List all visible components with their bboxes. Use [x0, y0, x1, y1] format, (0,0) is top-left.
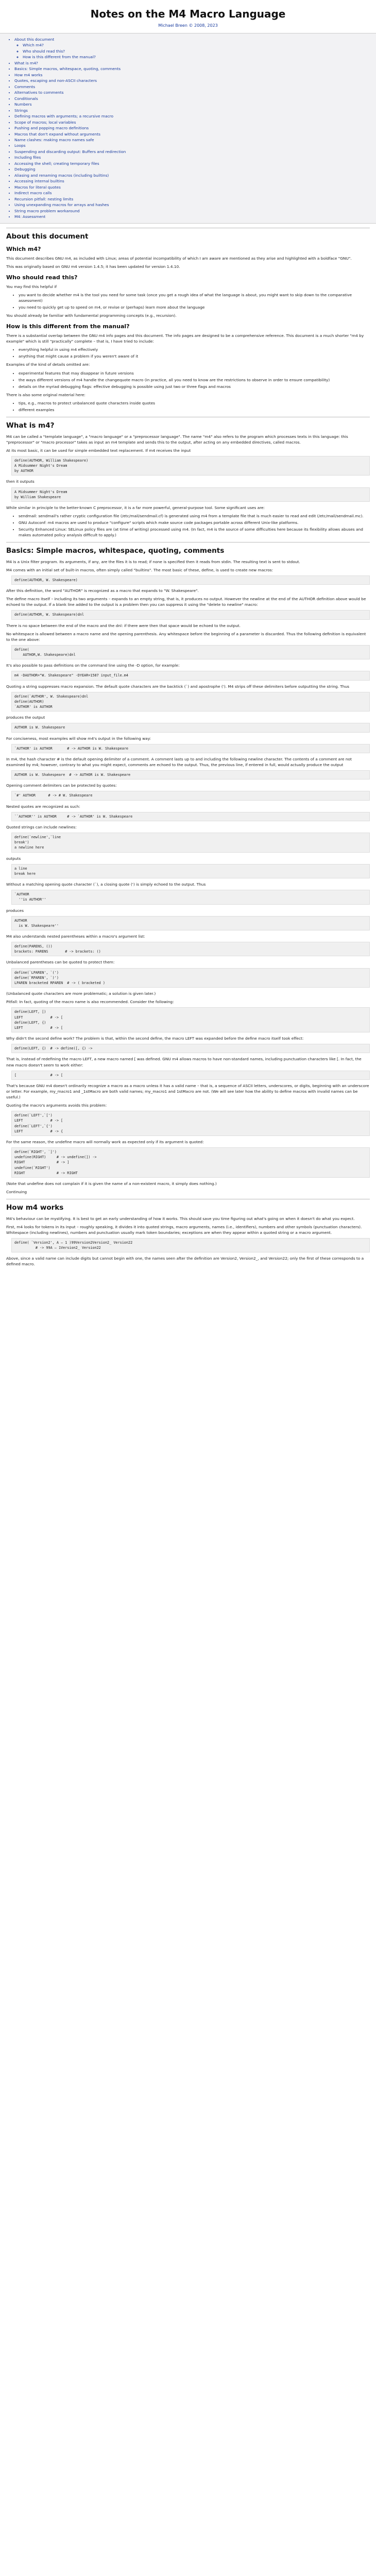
section-basics-heading: Basics: Simple macros, whitespace, quoting, comments: [6, 542, 370, 556]
toc-subitem[interactable]: ◦ Who should read this?: [23, 48, 369, 54]
toc-item[interactable]: [14, 131, 369, 137]
who-note: You should already be familiar with fundamental programming concepts (e.g., recursion).: [6, 313, 177, 318]
basics-text: In m4, the hash character # is the default opening delimiter of a comment. A comment lasts up to and including the following newline character. The contents of a comment are not examined by m4; however, contrary to what you might expect, comments are echoed to the output. Thus, the previous line, if entered in full, would actually produce the output: [6, 756, 352, 767]
basics-text: For the same reason, the undefine macro will normally work as expected only if its argument is quoted:: [6, 1140, 204, 1144]
toc-link[interactable]: Macros that don't expand without arguments: [14, 131, 100, 137]
toc-link[interactable]: Macros for literal quotes: [14, 184, 61, 190]
how-text: Above, since a valid name can include digits but cannot begin with one, the names seen after the definition are Version2, Version2_, and Version22; only the first of these corresponds to a defined macro.: [6, 1256, 364, 1267]
toc-subitem[interactable]: ◦ Which m4?: [23, 42, 369, 48]
toc-link[interactable]: Strings: [14, 108, 28, 113]
code-block: ``AUTHOR'' is AUTHOR # -> `AUTHOR' is W. Shakespeare: [11, 812, 370, 821]
toc-item[interactable]: [14, 125, 369, 131]
basics-text: Pitfall: In fact, quoting of the macro name is also recommended. Consider the following:: [6, 999, 174, 1005]
section-what-heading: What is m4?: [6, 417, 370, 431]
basics-text: For conciseness, most examples will show m4's output in the following way:: [6, 736, 151, 741]
toc-item[interactable]: [14, 137, 369, 143]
toc-list: [7, 37, 369, 220]
basics-text: outputs: [6, 856, 21, 861]
code-block: define(AUTHOR, William Shakespeare) A Midsummer Night's Dream by AUTHOR: [11, 456, 370, 476]
diff-manual-heading: How is this different from the manual?: [6, 323, 130, 330]
toc-link[interactable]: Alternatives to comments: [14, 90, 64, 95]
basics-text: (Unbalanced quote characters are more problematic; a solution is given later.): [6, 991, 156, 996]
toc-item[interactable]: [14, 84, 369, 90]
basics-text: After this definition, the word "AUTHOR" is recognized as a macro that expands to "W. Shakespeare".: [6, 588, 199, 594]
toc-link[interactable]: Recursion pitfall: nesting limits: [14, 196, 74, 201]
diff-text: There is a substantial overlap between the GNU m4 info pages and this document. The info pages are designed to be a comprehensive reference. This document is a much shorter "m4 by example" which is still "practically" complete – that is, I have tried to include:: [6, 333, 364, 344]
basics-text: Quoting the macro's arguments avoids this problem:: [6, 1103, 107, 1108]
toc-item[interactable]: [14, 72, 369, 78]
basics-text: That's because GNU m4 doesn't ordinarily recognize a macro as a macro unless it has a valid name – that is, a sequence of ASCII letters, underscores, or digits, beginning with an underscore or letter. For example, my_macro1 and _1stMacro are both valid names; my_macro1 and 1stMacro are not. (We will see later how the ability to define macros with invalid names can be useful.): [6, 1083, 369, 1100]
code-block: define(AUTHOR, W. Shakespeare): [11, 575, 370, 585]
toc-link[interactable]: Defining macros with arguments; a recursive macro: [14, 114, 114, 119]
toc-link[interactable]: Indirect macro calls: [14, 191, 52, 196]
section-how-heading: How m4 works: [6, 1199, 370, 1213]
basics-text: Without a matching opening quote character (`), a closing quote (') is simply echoed to the output. Thus: [6, 882, 206, 887]
toc-item[interactable]: [14, 202, 369, 208]
which-m4-version: This was originally based on GNU m4 version 1.4.5; it has been updated for version 1.4.10.: [6, 264, 180, 269]
basics-text: Opening comment delimiters can be protected by quotes:: [6, 783, 117, 788]
toc-item[interactable]: [14, 90, 369, 95]
list-item: • Security Enhanced Linux: SELinux policy files are (at time of writing) processed using m4. (In fact, m4 is the source of some difficulties here because its flexibility allows abuses and makes automated policy analysis difficult to apply.): [19, 527, 370, 538]
toc-subitem[interactable]: ◦ How is this different from the manual?: [23, 54, 369, 60]
toc-item[interactable]: [14, 178, 369, 184]
list-item: • different examples: [19, 407, 370, 413]
what-text: At its most basic, it can be used for simple embedded text replacement. If m4 receives the input: [6, 448, 191, 453]
basics-text: (Note that undefine does not complain if it is given the name of a non-existent macro, it simply does nothing.): [6, 1181, 217, 1187]
basics-text: The define macro itself – including its two arguments – expands to an empty string, that is, it produces no output. However the newline at the end of the AUTHOR definition above would be echoed to the output. If a blank line added to the output is a problem then you can suppress it using the "delete to newline" macro:: [6, 597, 366, 607]
basics-text: M4 comes with an initial set of built-in macros, often simply called "builtins". The most basic of these, define, is used to create new macros:: [6, 567, 274, 572]
toc-link[interactable]: Comments: [14, 84, 36, 89]
who-list: [6, 292, 370, 310]
basics-text: Continuing: [6, 1190, 27, 1195]
toc-link[interactable]: What is m4?: [14, 60, 38, 65]
diff-original-list: [6, 400, 370, 413]
code-block: define(`newline',`line break') a newline here: [11, 833, 370, 853]
toc-link[interactable]: Scope of macros; local variables: [14, 120, 76, 125]
code-block: [ # -> [: [11, 1071, 370, 1080]
toc-link[interactable]: Including files: [14, 155, 41, 160]
toc-link[interactable]: Accessing the shell; creating temporary files: [14, 161, 99, 166]
table-of-contents: [0, 33, 376, 224]
basics-text: M4 is a Unix filter program. Its arguments, if any, are the files it is to read; if none is specified then it reads from stdin. The resulting text is sent to stdout.: [6, 559, 300, 564]
section-about-heading: About this document: [6, 228, 370, 242]
basics-text: It's also possible to pass definitions on the command line using the -D option, for example:: [6, 663, 180, 668]
toc-link[interactable]: Suspending and discarding output: Buffers and redirection: [14, 149, 126, 154]
list-item: • details on the myriad debugging flags: effective debugging is possible using just two or three flags and macros: [19, 384, 370, 389]
toc-item[interactable]: [14, 214, 369, 219]
code-block: AUTHOR is W. Shakespeare'': [11, 916, 370, 930]
toc-item[interactable]: [14, 166, 369, 172]
list-item: • GNU Autoconf: m4 macros are used to produce "configure" scripts which make source code packages portable across different Unix-like platforms.: [19, 520, 370, 526]
toc-link[interactable]: Numbers: [14, 102, 32, 107]
basics-text: Quoting a string suppresses macro expansion. The default quote characters are the backtick (`) and apostrophe ('). M4 strips off these delimiters before outputting the string. Thus: [6, 684, 350, 689]
toc-item[interactable]: [14, 108, 369, 113]
diff-include-list: [6, 347, 370, 359]
diff-original-intro: There is also some original material here:: [6, 392, 86, 397]
basics-text: Why didn't the second define work? The problem is that, within the second define, the macro LEFT was expanded before the define macro itself took effect:: [6, 1036, 304, 1041]
basics-text: produces the output: [6, 715, 45, 720]
code-block: AUTHOR is W. Shakespeare: [11, 723, 370, 732]
who-should-read-heading: Who should read this?: [6, 274, 78, 281]
toc-item[interactable]: [14, 101, 369, 107]
toc-link[interactable]: Loops: [14, 143, 26, 148]
toc-link[interactable]: Basics: Simple macros, whitespace, quoting, comments: [14, 66, 121, 72]
code-block: a line break here: [11, 864, 370, 878]
toc-link[interactable]: Quotes, escaping and non-ASCII characters: [14, 78, 97, 83]
author-link[interactable]: Michael Breen © 2008, 2023: [158, 23, 218, 28]
toc-item[interactable]: [14, 60, 369, 66]
toc-item[interactable]: [14, 190, 369, 196]
list-item: • you need to quickly get up to speed on m4, or revise or (perhaps) learn more about the language: [19, 304, 370, 310]
which-m4-heading: Which m4?: [6, 245, 41, 252]
basics-text: Quoted strings can include newlines:: [6, 824, 77, 829]
toc-link[interactable]: Aliasing and renaming macros (including builtins): [14, 173, 109, 178]
toc-item[interactable]: [14, 96, 369, 101]
toc-link[interactable]: Debugging: [14, 167, 36, 172]
basics-text: No whitespace is allowed between a macro name and the opening parenthesis. Any whitespace before the beginning of a parameter is discarded. Thus the following definition is equivalent to the one above:: [6, 631, 366, 642]
code-block: m4 -DAUTHOR="W. Shakespeare" -DYEAR=1587 input_file.m4: [11, 671, 370, 680]
toc-item[interactable]: [14, 37, 369, 60]
code-block: `AUTHOR ''is AUTHOR'': [11, 890, 370, 904]
list-item: • you want to decide whether m4 is the tool you need for some task (once you get a rough idea of what the language is about, you might want to skip down to the comparative assessment): [19, 292, 370, 303]
what-text: M4 can be called a "template language", a "macro language" or a "preprocessor language". The name "m4" also refers to the program which processes texts in this language: this "preprocessor" or "macro processor" takes as input an m4 template and sends this to the output, after acting on any embedded directives, called macros.: [6, 434, 348, 445]
code-block: AUTHOR is W. Shakespeare # -> AUTHOR is W. Shakespeare: [11, 770, 370, 779]
list-item: • experimental features that may disappear in future versions: [19, 370, 370, 376]
code-block: `AUTHOR' is AUTHOR # -> AUTHOR is W. Shakespeare: [11, 744, 370, 753]
toc-item[interactable]: [14, 78, 369, 83]
toc-link[interactable]: How m4 works: [14, 72, 43, 77]
basics-text: Unbalanced parentheses can be quoted to protect them:: [6, 960, 115, 965]
code-block: define(`RIGHT', `]') undefine(RIGHT) # -> undefine(]) -> RIGHT # -> ] undefine(`RIGHT') RIGHT # -> RIGHT: [11, 1147, 370, 1178]
code-block: define(LEFT, {) # -> define([, {) ->: [11, 1044, 370, 1053]
toc-link[interactable]: String macro problem workaround: [14, 208, 80, 213]
toc-item[interactable]: [14, 173, 369, 178]
toc-link[interactable]: Pushing and popping macro definitions: [14, 126, 89, 131]
code-block: define(`AUTHOR', W. Shakespeare)dnl define(AUTHOR) `AUTHOR' is AUTHOR: [11, 692, 370, 712]
code-block: define(PARENS, ()) brackets: PARENS # -> brackets: (): [11, 942, 370, 956]
toc-item[interactable]: [14, 113, 369, 119]
list-item: • sendmail: sendmail's rather cryptic configuration file (/etc/mail/sendmail.cf) is generated using m4 from a template file that is much easier to read and edit (/etc/mail/sendmail.mc).: [19, 513, 370, 519]
toc-item[interactable]: [14, 149, 369, 155]
toc-item[interactable]: [14, 143, 369, 148]
toc-item[interactable]: [14, 66, 369, 72]
basics-text: Nested quotes are recognized as such:: [6, 804, 80, 809]
list-item: • everything helpful in using m4 effectively: [19, 347, 370, 352]
how-text: M4's behaviour can be mystifying. It is best to get an early understanding of how it works. This should save you time figuring out what's going on when it doesn't do what you expect.: [6, 1216, 355, 1221]
code-block: define( `Version2', A – 1 )99Version2Version2_ Version22 # -> 99A – 1Version2_ Version22: [11, 1238, 370, 1252]
code-block: `#' AUTHOR # -> # W. Shakespeare: [11, 791, 370, 800]
code-block: define( AUTHOR,W. Shakespeare)dnl: [11, 645, 370, 659]
diff-omitted-intro: Examples of the kind of details omitted are:: [6, 362, 90, 367]
list-item: • the ways different versions of m4 handle the changequote macro (in practice, all you need to know are the restrictions to observe in order to ensure compatibility): [19, 377, 370, 383]
uses-list: [6, 513, 370, 538]
basics-text: M4 also understands nested parentheses within a macro's argument list:: [6, 934, 145, 939]
toc-link[interactable]: Conditionals: [14, 96, 38, 101]
code-block: define(LEFT, [) LEFT # -> [ define(LEFT, {) LEFT # -> [: [11, 1007, 370, 1032]
toc-link[interactable]: About this document: [14, 37, 55, 42]
list-item: • tips, e.g., macros to protect unbalanced quote characters inside quotes: [19, 400, 370, 406]
toc-link[interactable]: M4: Assessment: [14, 214, 46, 219]
toc-item[interactable]: [14, 120, 369, 125]
toc-item[interactable]: [14, 155, 369, 160]
what-text: While similar in principle to the better-known C preprocessor, it is a far more powerful, general-purpose tool. Some significant uses are:: [6, 505, 265, 510]
toc-link[interactable]: Accessing internal builtins: [14, 179, 64, 184]
what-text: then it outputs: [6, 479, 35, 484]
toc-item[interactable]: [14, 184, 369, 190]
page-title: Notes on the M4 Macro Language: [90, 8, 286, 20]
basics-text: That is, instead of redefining the macro LEFT, a new macro named [ was defined. GNU m4 allows macros to have non-standard names, including punctuation characters like [. In fact, the new macro doesn't seem to work either:: [6, 1057, 362, 1067]
code-block: A Midsummer Night's Dream by William Shakespeare: [11, 487, 370, 502]
who-intro: You may find this helpful if: [6, 284, 57, 289]
toc-link[interactable]: Name clashes: making macro names safe: [14, 137, 94, 142]
basics-text: There is no space between the end of the macro and the dnl: if there were then that space would be echoed to the output.: [6, 623, 241, 628]
toc-sublist: [14, 42, 369, 60]
toc-item[interactable]: [14, 161, 369, 166]
list-item: • anything that might cause a problem if you weren't aware of it: [19, 353, 370, 359]
diff-omitted-list: [6, 370, 370, 389]
which-m4-text: This document describes GNU m4, as included with Linux; areas of potential incompatibility of which I am aware are mentioned as they arise and highlighted with a boldface "GNU".: [6, 256, 352, 261]
toc-link[interactable]: Using unexpanding macros for arrays and hashes: [14, 202, 109, 208]
toc-item[interactable]: [14, 208, 369, 214]
code-block: define(`LPAREN', `(') define(`RPAREN', `)') LPAREN bracketed RPAREN # -> ( bracketed ): [11, 968, 370, 988]
code-block: define(AUTHOR, W. Shakespeare)dnl: [11, 610, 370, 619]
how-text: First, m4 looks for tokens in its input – roughly speaking, it divides it into quoted strings, macro arguments, names (i.e., identifiers), numbers and other symbols (punctuation characters). Whitespace (including newlines), numbers and punctuation usually mark token boundaries; exceptions are when they appear within a quoted string or a macro argument.: [6, 1224, 362, 1235]
basics-text: produces: [6, 908, 24, 913]
toc-item[interactable]: [14, 196, 369, 202]
code-block: define(`LEFT',`[') LEFT # -> [ define(`LEFT',`{') LEFT # -> {: [11, 1111, 370, 1136]
